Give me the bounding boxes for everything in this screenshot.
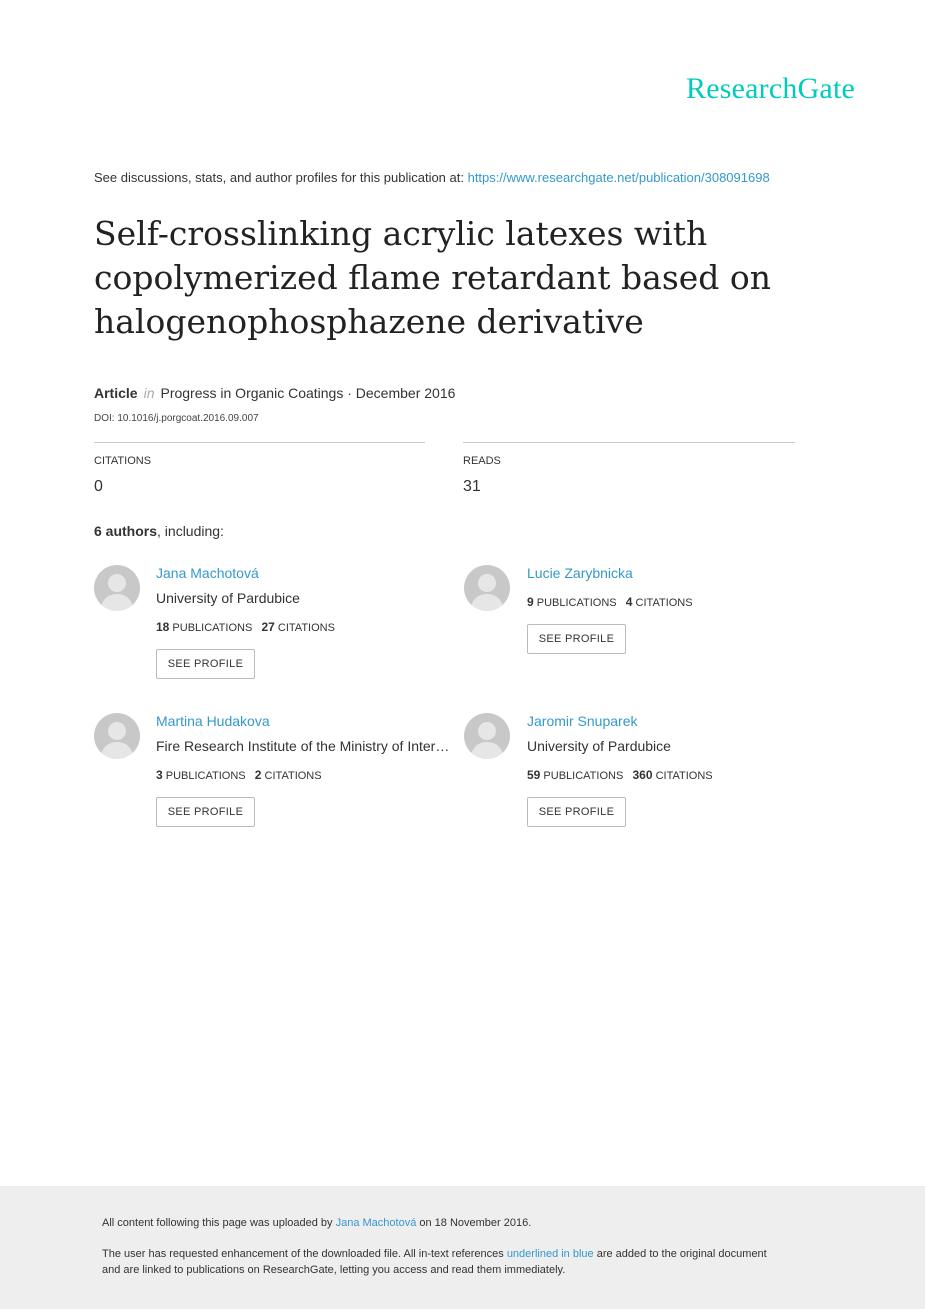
journal-date: Progress in Organic Coatings · December 2016 [160, 385, 456, 401]
avatar-icon[interactable] [464, 565, 510, 611]
publications-count: 9 [527, 595, 534, 609]
publication-type: Article [94, 385, 138, 401]
authors-suffix: , including: [157, 523, 224, 539]
author-institution: University of Pardubice [156, 590, 300, 606]
citations-count: 2 [254, 768, 262, 782]
in-label: in [143, 385, 155, 401]
author-institution: University of Pardubice [527, 738, 671, 754]
publications-count: 18 [156, 620, 170, 634]
upload-note-text: All content following this page was uploaded by [102, 1217, 336, 1229]
citations-count-label: CITATIONS [635, 597, 693, 609]
see-profile-button[interactable]: SEE PROFILE [156, 649, 255, 679]
author-institution: Fire Research Institute of the Ministry of Inter… [156, 738, 450, 754]
reads-value: 31 [463, 478, 481, 495]
underlined-in-blue-link[interactable]: underlined in blue [506, 1248, 594, 1260]
uploader-link[interactable]: Jana Machotová [335, 1217, 417, 1229]
reads-label: READS [463, 455, 501, 467]
publications-label: PUBLICATIONS [536, 597, 617, 609]
see-profile-button[interactable]: SEE PROFILE [527, 797, 626, 827]
publication-title [94, 212, 854, 344]
reads-divider [463, 442, 795, 443]
authors-count: 6 authors [94, 523, 158, 539]
enhancement-note-line-2: and are linked to publications on ResearchGate, letting you access and read them immediately. [102, 1264, 566, 1276]
title-line-2: copolymerized flame retardant based on [94, 258, 772, 297]
intro-text: See discussions, stats, and author profiles for this publication at: [94, 170, 468, 185]
avatar-icon[interactable] [464, 713, 510, 759]
citations-count: 360 [632, 768, 653, 782]
citations-count-label: CITATIONS [277, 622, 335, 634]
footer [0, 1186, 925, 1309]
author-name-link[interactable]: Jaromir Snuparek [527, 713, 638, 729]
publication-url-link[interactable]: https://www.researchgate.net/publication/308091698 [467, 170, 770, 185]
see-profile-button[interactable]: SEE PROFILE [527, 624, 626, 654]
publication-meta [94, 385, 455, 401]
author-stats [156, 768, 322, 782]
title-line-1: Self-crosslinking acrylic latexes with [94, 214, 708, 253]
title-line-3: halogenophosphazene derivative [94, 302, 644, 341]
doi: DOI: 10.1016/j.porgcoat.2016.09.007 [94, 413, 259, 424]
avatar-icon[interactable] [94, 565, 140, 611]
citations-count-label: CITATIONS [655, 770, 713, 782]
author-name-link[interactable]: Lucie Zarybnicka [527, 565, 633, 581]
citations-count: 27 [261, 620, 275, 634]
upload-note-date: on 18 November 2016. [416, 1217, 532, 1229]
citations-count: 4 [625, 595, 633, 609]
citations-label: CITATIONS [94, 455, 152, 467]
avatar-icon[interactable] [94, 713, 140, 759]
authors-heading [94, 523, 224, 539]
citations-value: 0 [94, 478, 103, 495]
enhancement-text: The user has requested enhancement of the downloaded file. All in-text references [102, 1248, 507, 1260]
upload-note [102, 1217, 531, 1229]
publications-count: 59 [527, 768, 541, 782]
see-profile-button[interactable]: SEE PROFILE [156, 797, 255, 827]
citations-divider [94, 442, 425, 443]
publications-label: PUBLICATIONS [543, 770, 624, 782]
author-stats [527, 768, 713, 782]
enhancement-text-end: are added to the original document [593, 1248, 767, 1260]
enhancement-note-line-1 [102, 1248, 767, 1260]
author-stats [156, 620, 335, 634]
publications-label: PUBLICATIONS [172, 622, 253, 634]
author-name-link[interactable]: Jana Machotová [156, 565, 259, 581]
citations-count-label: CITATIONS [264, 770, 322, 782]
researchgate-logo[interactable]: ResearchGate [686, 72, 855, 105]
author-stats [527, 595, 693, 609]
author-name-link[interactable]: Martina Hudakova [156, 713, 270, 729]
publications-count: 3 [156, 768, 163, 782]
publications-label: PUBLICATIONS [165, 770, 246, 782]
publication-source-line [94, 170, 770, 185]
